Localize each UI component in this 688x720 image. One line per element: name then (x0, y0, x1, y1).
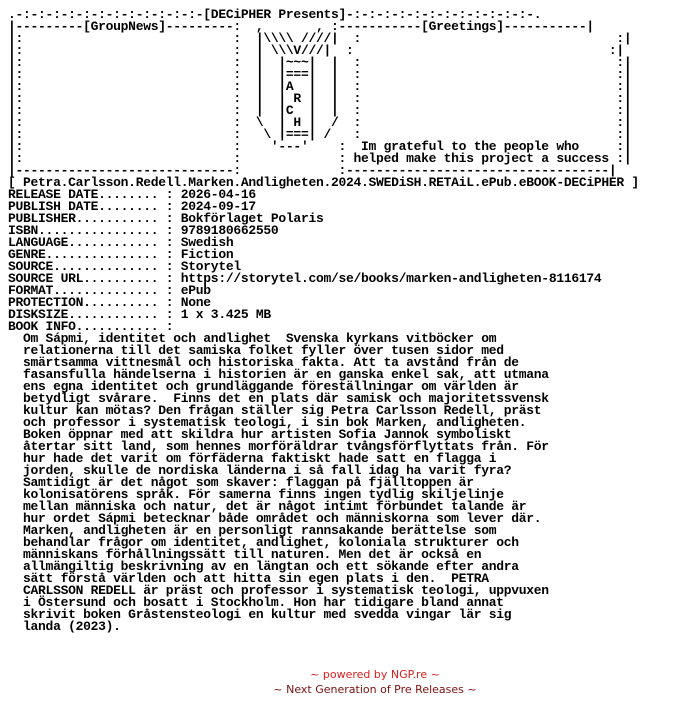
book-info-line: skrivit boken Gråstensteologi en kultur med svedda vingar lär sig (8, 607, 512, 622)
field-value: 1 x 3.425 MB (180, 307, 271, 322)
book-info-line: allmängiltig beskrivning av en längtan och ett sökande efter andra (8, 559, 519, 574)
header-line: |: : | \\\V///| : :| (8, 43, 624, 58)
field-value: None (180, 295, 211, 310)
footer (0, 667, 688, 697)
book-info-line: och professor i systematisk teologi, i sin bok Marken, andligheten. (8, 415, 527, 430)
book-info-line: människans förhållningssätt till naturen. Men det är också en (8, 547, 482, 562)
book-info-line: Marken, andligheten är en personligt rannsakande berättelse som (8, 523, 497, 538)
header-line: |: : \ |===| / : :| (8, 127, 632, 142)
header-line: |-----------------------------: :-----------------------------------| (8, 163, 617, 178)
book-info-line: i Östersund och bosatt i Stockholm. Hon har tidigare bland annat (8, 595, 504, 610)
field-value: Swedish (180, 235, 234, 250)
book-info-line: behandlar frågor om identitet, andlighet, koloniala strukturer och (8, 535, 519, 550)
header-line: |: : : helped make this project a success :| (8, 151, 632, 166)
header-line: |: : '---' : Im grateful to the people who :| (8, 139, 632, 154)
book-info-line: landa (2023). (8, 619, 121, 634)
field-label: DISKSIZE............ : (8, 307, 181, 322)
field-label: FORMAT.............. : (8, 283, 181, 298)
header-line: |---------[GroupNews]---------: , , :-----------[Greetings]-----------| (8, 19, 594, 34)
release-fields (8, 189, 639, 333)
book-info-line: relationerna till det samiska folket fyller över tusen sidor med (8, 343, 504, 358)
header-line: |: : | |A | | : :| (8, 79, 632, 94)
book-info-line: smärtsamma vittnesmål och historiska fakta. Att ta avstånd från de (8, 355, 519, 370)
field-label: SOURCE.............. : (8, 259, 181, 274)
book-info-line: fasansfulla händelserna i historien är en ganska enkel sak, att utmana (8, 367, 549, 382)
field-value: ePub (180, 283, 211, 298)
book-info-line: jorden, skulle de nordiska länderna i så fall idag ha varit fyra? (8, 463, 512, 478)
book-info-line: återtar sitt land, som hennes morföräldrar tvångsförflyttats från. För (8, 439, 549, 454)
header-line: |: : | |===| | : :| (8, 67, 632, 82)
powered-by-link[interactable]: ~ powered by NGP.re ~ (310, 668, 440, 681)
header-line: |: : | | R | | : :| (8, 91, 632, 106)
book-info-line: Om Sápmi, identitet och andlighet Svenska kyrkans vitböcker om (8, 331, 497, 346)
book-info-line: mellan människa och natur, det är något intimt förbundet talande är (8, 499, 527, 514)
field-value: Bokförlaget Polaris (180, 211, 324, 226)
book-info-line: ens egna identitet och grundläggande föreställningar om världen är (8, 379, 519, 394)
field-value: Fiction (180, 247, 234, 262)
field-label: PUBLISHER........... : (8, 211, 181, 226)
book-info-line: betydligt svårare. Finns det en plats där samisk och majoritetssvensk (8, 391, 549, 406)
field-value: https://storytel.com/se/books/marken-andligheten-8116174 (180, 271, 602, 286)
field-label: BOOK INFO........... : (8, 319, 181, 334)
header-line: |: : | |~~~| | : :| (8, 55, 632, 70)
header-line: .-:-:-:-:-:-:-:-:-:-:-:-:-[DECiPHER Presents]-:-:-:-:-:-:-:-:-:-:-:-:-. (8, 7, 542, 22)
footer-tagline: ~ Next Generation of Pre Releases ~ (273, 683, 477, 696)
book-info-line: Samtidigt är det något som skaver: flaggan på fjälltoppen är (8, 475, 474, 490)
book-info-line: kolonisatörens språk. För samerna finns ingen tydlig skiljelinje (8, 487, 504, 502)
field-value: 2026-04-16 (180, 187, 256, 202)
field-value: 2024-09-17 (180, 199, 256, 214)
book-info (8, 333, 639, 633)
header-line: |: : | |C | | : :| (8, 103, 632, 118)
book-info-line: Boken öppnar med att skildra hur artisten Sofia Jannok symboliskt (8, 427, 512, 442)
field-label: GENRE............... : (8, 247, 181, 262)
nfo-header (8, 9, 639, 177)
nfo-text (8, 9, 639, 633)
header-line: |: : \ | H | / : :| (8, 115, 632, 130)
field-label: SOURCE URL.......... : (8, 271, 181, 286)
book-info-line: hur hade det varit om förfäderna faktiskt hade satt en flagga i (8, 451, 497, 466)
field-value: 9789180662550 (180, 223, 279, 238)
field-label: RELEASE DATE........ : (8, 187, 181, 202)
field-value: Storytel (180, 259, 241, 274)
book-info-line: hur ordet Sápmi betecknar både området och människorna som lever där. (8, 511, 542, 526)
book-info-line: kultur kan mötas? Den frågan ställer sig Petra Carlsson Redell, präst (8, 403, 542, 418)
book-info-line: sätt förstå världen och att hitta sin egen plats i den. PETRA (8, 571, 489, 586)
release-name: [ Petra.Carlsson.Redell.Marken.Andligheten.2024.SWEDiSH.RETAiL.ePub.eBOOK-DECiPHER ] (8, 175, 639, 190)
field-label: PUBLISH DATE........ : (8, 199, 181, 214)
header-line: |: : |\\\\ ////| : :| (8, 31, 632, 46)
field-label: ISBN................ : (8, 223, 181, 238)
field-label: PROTECTION.......... : (8, 295, 181, 310)
book-info-line: CARLSSON REDELL är präst och professor i systematisk teologi, uppvuxen (8, 583, 549, 598)
field-label: LANGUAGE............ : (8, 235, 181, 250)
